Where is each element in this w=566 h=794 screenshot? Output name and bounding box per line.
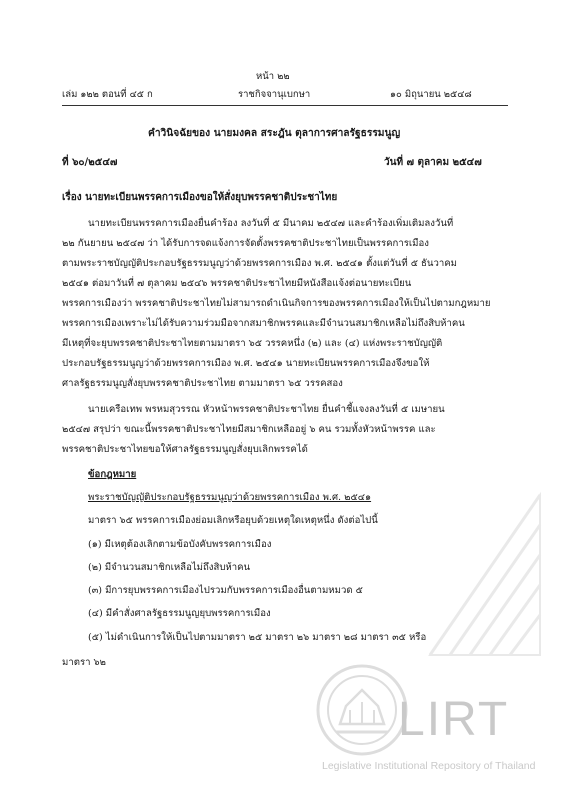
paragraph-line: ประกอบรัฐธรรมนูญว่าด้วยพรรคการเมือง พ.ศ. ๒๕๔๑ นายทะเบียนพรรคการเมืองจึงขอให้ bbox=[62, 358, 430, 369]
list-item: (๑) มีเหตุต้องเลิกตามข้อบังคับพรรคการเมือง bbox=[88, 539, 272, 550]
list-item: (๕) ไม่ดำเนินการให้เป็นไปตามมาตรา ๒๕ มาตรา ๒๖ มาตรา ๒๘ มาตรา ๓๕ หรือ bbox=[88, 632, 427, 643]
section-intro: มาตรา ๖๕ พรรคการเมืองย่อมเลิกหรือยุบด้วยเหตุใดเหตุหนึ่ง ดังต่อไปนี้ bbox=[88, 515, 378, 526]
lirt-triangle-watermark bbox=[420, 485, 550, 665]
paragraph-line: นายเครือเทพ พรหมสุวรรณ หัวหน้าพรรคชาติประชาไทย ยื่นคำชี้แจงลงวันที่ ๕ เมษายน bbox=[88, 404, 445, 415]
act-title: พระราชบัญญัติประกอบรัฐธรรมนูญว่าด้วยพรรคการเมือง พ.ศ. ๒๕๔๑ bbox=[88, 492, 372, 503]
list-item-continuation: มาตรา ๖๒ bbox=[62, 657, 106, 668]
list-item: (๔) มีคำสั่งศาลรัฐธรรมนูญยุบพรรคการเมือง bbox=[88, 608, 271, 619]
header-rule bbox=[62, 105, 508, 106]
paragraph-line: ตามพระราชบัญญัติประกอบรัฐธรรมนูญว่าด้วยพรรคการเมือง พ.ศ. ๒๕๔๑ ตั้งแต่วันที่ ๕ ธันวาคม bbox=[62, 258, 457, 269]
decision-title: คำวินิจฉัยของ นายมงคล สระฎัน ตุลาการศาลรัฐธรรมนูญ bbox=[148, 127, 401, 139]
law-heading: ข้อกฎหมาย bbox=[88, 469, 137, 480]
paragraph-line: พรรคการเมืองเพราะไม่ได้รับความร่วมมือจากสมาชิกพรรคและมีจำนวนสมาชิกเหลือไม่ถึงสิบห้าคน bbox=[62, 318, 465, 329]
paragraph-line: ๒๕๔๑ ต่อมาวันที่ ๗ ตุลาคม ๒๕๔๖ พรรคชาติประชาไทยมีหนังสือแจ้งต่อนายทะเบียน bbox=[62, 278, 412, 289]
subject-line: เรื่อง นายทะเบียนพรรคการเมืองขอให้สั่งยุบพรรคชาติประชาไทย bbox=[62, 192, 338, 203]
case-number: ที่ ๖๐/๒๕๔๗ bbox=[62, 157, 118, 168]
paragraph-line: ศาลรัฐธรรมนูญสั่งยุบพรรคชาติประชาไทย ตามมาตรา ๖๕ วรรคสอง bbox=[62, 378, 343, 389]
lirt-full-name: Legislative Institutional Repository of Thailand bbox=[322, 760, 536, 772]
case-date: วันที่ ๗ ตุลาคม ๒๕๔๗ bbox=[384, 157, 482, 168]
paragraph-line: ๒๕๔๗ สรุปว่า ขณะนี้พรรคชาติประชาไทยมีสมาชิกเหลืออยู่ ๖ คน รวมทั้งหัวหน้าพรรค และ bbox=[62, 424, 436, 435]
paragraph-line: พรรคชาติประชาไทยขอให้ศาลรัฐธรรมนูญสั่งยุบเลิกพรรคได้ bbox=[62, 444, 308, 455]
page-number-label: หน้า ๒๒ bbox=[256, 71, 290, 82]
paragraph-line: ๒๒ กันยายน ๒๕๔๗ ว่า ได้รับการจดแจ้งการจัดตั้งพรรคชาติประชาไทยเป็นพรรคการเมือง bbox=[62, 238, 429, 249]
gazette-date: ๑๐ มิถุนายน ๒๕๔๘ bbox=[390, 89, 472, 100]
gazette-name: ราชกิจจานุเบกษา bbox=[238, 89, 311, 100]
paragraph-line: นายทะเบียนพรรคการเมืองยื่นคำร้อง ลงวันที่ ๕ มีนาคม ๒๕๔๗ และคำร้องเพิ่มเติมลงวันที่ bbox=[88, 218, 454, 229]
volume-label: เล่ม ๑๒๒ ตอนที่ ๔๕ ก bbox=[62, 89, 153, 100]
parliament-seal-icon bbox=[314, 662, 410, 758]
paragraph-line: พรรคการเมืองว่า พรรคชาติประชาไทยไม่สามารถดำเนินกิจการของพรรคการเมืองให้เป็นไปตามกฎหมาย bbox=[62, 298, 491, 309]
paragraph-line: มีเหตุที่จะยุบพรรคชาติประชาไทยตามมาตรา ๖๕ วรรคหนึ่ง (๒) และ (๔) แห่งพระราชบัญญัติ bbox=[62, 338, 443, 349]
list-item: (๒) มีจำนวนสมาชิกเหลือไม่ถึงสิบห้าคน bbox=[88, 562, 251, 573]
lirt-logo-text: LIRT bbox=[398, 693, 510, 746]
list-item: (๓) มีการยุบพรรคการเมืองไปรวมกับพรรคการเมืองอื่นตามหมวด ๕ bbox=[88, 585, 363, 596]
